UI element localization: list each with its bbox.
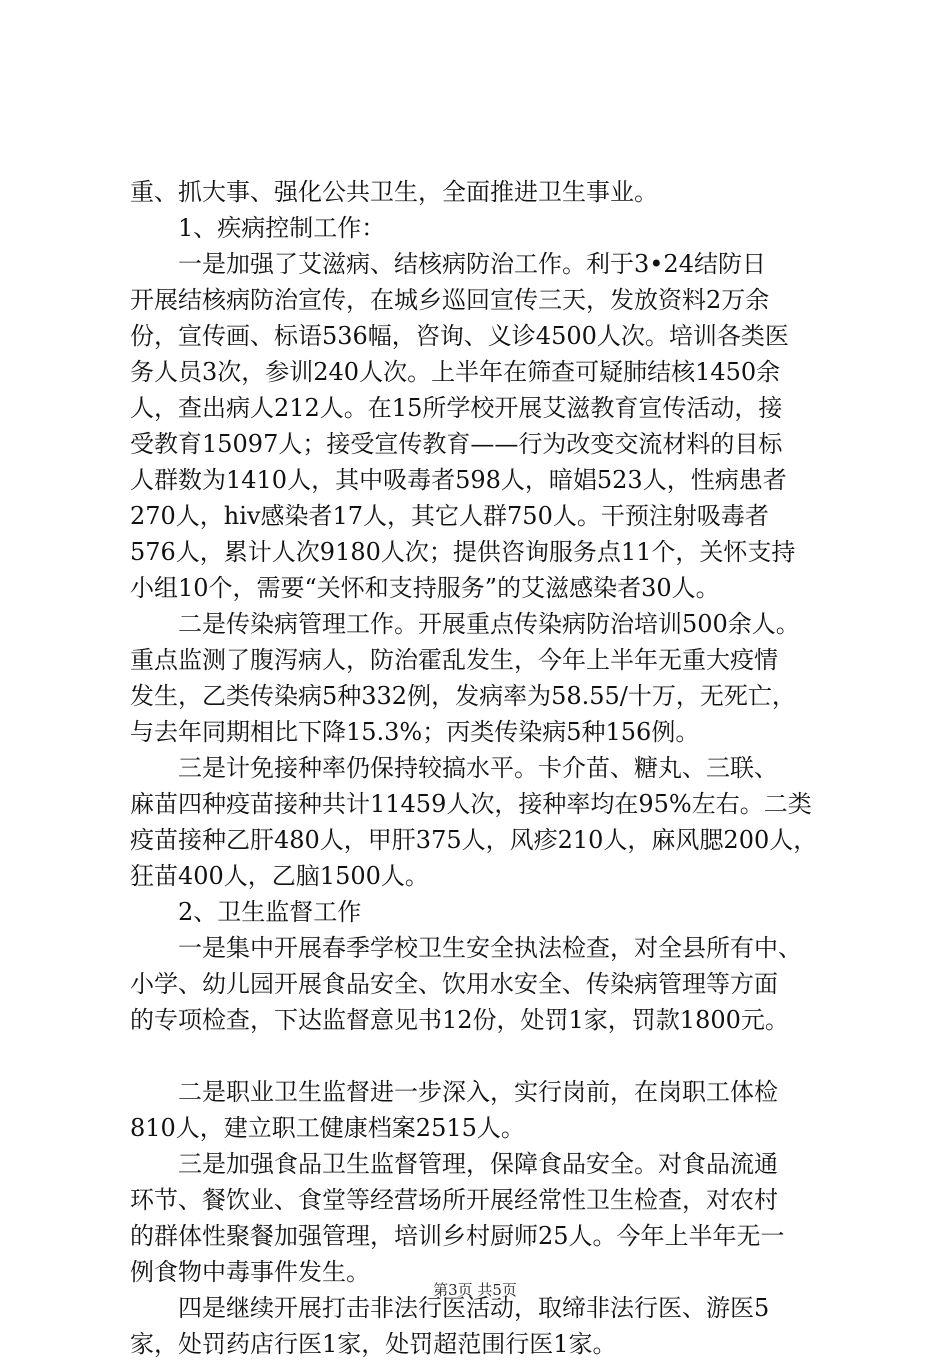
text-line: 麻苗四种疫苗接种共计11459人次，接种率均在95%左右。二类 xyxy=(130,790,812,818)
text-line: 开展结核病防治宣传，在城乡巡回宣传三天，发放资料2万余 xyxy=(130,286,770,314)
text-line: 810人，建立职工健康档案2515人。 xyxy=(130,1114,525,1142)
text-line: 576人，累计人次9180人次；提供咨询服务点11个，关怀支持 xyxy=(130,538,796,566)
document-body xyxy=(130,174,850,1362)
blank-line xyxy=(130,1038,850,1074)
paragraph-start: 三是加强食品卫生监督管理，保障食品安全。对食品流通 xyxy=(178,1150,778,1178)
text-line: 小组10个，需要“关怀和支持服务”的艾滋感染者30人。 xyxy=(130,574,720,602)
text-line: 人群数为1410人，其中吸毒者598人，暗娼523人，性病患者 xyxy=(130,466,787,494)
text-line: 重点监测了腹泻病人，防治霍乱发生，今年上半年无重大疫情 xyxy=(130,646,778,674)
text-line: 环节、餐饮业、食堂等经营场所开展经常性卫生检查，对农村 xyxy=(130,1186,778,1214)
text-line: 家，处罚药店行医1家，处罚超范围行医1家。 xyxy=(130,1330,617,1358)
paragraph-start: 三是计免接种率仍保持较搞水平。卡介苗、糖丸、三联、 xyxy=(178,754,778,782)
text-line: 疫苗接种乙肝480人，甲肝375人，风疹210人，麻风腮200人， xyxy=(130,826,818,854)
text-line: 270人，hiv感染者17人，其它人群750人。干预注射吸毒者 xyxy=(130,502,769,530)
text-line: 发生，乙类传染病5种332例，发病率为58.55/十万，无死亡， xyxy=(130,682,796,710)
paragraph-start: 二是传染病管理工作。开展重点传染病防治培训500余人。 xyxy=(178,610,800,638)
text-line: 狂苗400人，乙脑1500人。 xyxy=(130,862,429,890)
section-heading-disease-control: 1、疾病控制工作： xyxy=(178,214,386,242)
paragraph-start: 四是继续开展打击非法行医活动，取缔非法行医、游医5 xyxy=(178,1294,770,1322)
text-line: 的专项检查，下达监督意见书12份，处罚1家，罚款1800元。 xyxy=(130,1006,789,1034)
text-line: 人，查出病人212人。在15所学校开展艾滋教育宣传活动，接 xyxy=(130,394,783,422)
text-line: 重、抓大事、强化公共卫生，全面推进卫生事业。 xyxy=(130,178,658,206)
text-line: 与去年同期相比下降15.3%；丙类传染病5种156例。 xyxy=(130,718,700,746)
paragraph-start: 一是加强了艾滋病、结核病防治工作。利于3•24结防日 xyxy=(178,250,766,278)
section-heading-health-supervision: 2、卫生监督工作 xyxy=(178,898,362,926)
text-line: 受教育15097人；接受宣传教育——行为改变交流材料的目标 xyxy=(130,430,783,458)
paragraph-start: 一是集中开展春季学校卫生安全执法检查，对全县所有中、 xyxy=(178,934,802,962)
text-line: 例食物中毒事件发生。 xyxy=(130,1258,370,1286)
text-line: 务人员3次，参训240人次。上半年在筛查可疑肺结核1450余 xyxy=(130,358,781,386)
text-line: 小学、幼儿园开展食品安全、饮用水安全、传染病管理等方面 xyxy=(130,970,778,998)
text-line: 份，宣传画、标语536幅，咨询、义诊4500人次。培训各类医 xyxy=(130,322,789,350)
paragraph-start: 二是职业卫生监督进一步深入，实行岗前，在岗职工体检 xyxy=(178,1078,778,1106)
text-line: 的群体性聚餐加强管理，培训乡村厨师25人。今年上半年无一 xyxy=(130,1222,785,1250)
page-number-footer: 第3页 共5页 xyxy=(433,1281,517,1299)
